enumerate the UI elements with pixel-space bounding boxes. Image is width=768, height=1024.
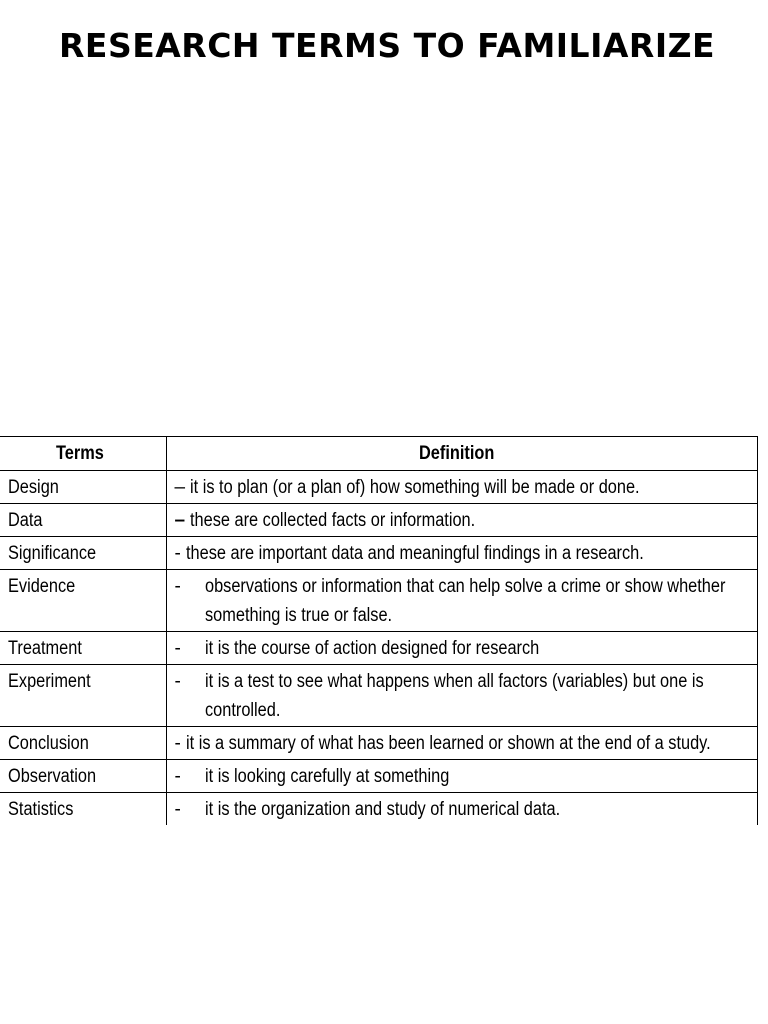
definition-prefix: - — [174, 766, 181, 787]
definition-conclusion: it is a summary of what has been learned or shown at the end of a study. — [185, 733, 711, 754]
definition-cell — [166, 471, 757, 504]
definition-cell — [166, 793, 757, 826]
table-row — [0, 471, 757, 504]
term-cell — [0, 665, 166, 727]
term-evidence: Evidence — [8, 576, 76, 597]
definition-prefix: – — [174, 477, 186, 498]
definition-cell — [166, 570, 757, 632]
table-header-row — [0, 437, 757, 471]
definition-observation: it is looking carefully at something — [204, 766, 449, 787]
term-observation: Observation — [8, 766, 97, 787]
definition-prefix: - — [174, 671, 181, 692]
term-conclusion: Conclusion — [8, 733, 89, 754]
slide-title: RESEARCH TERMS TO FAMILIARIZE — [59, 26, 716, 65]
definition-prefix: – — [174, 510, 186, 531]
definition-cell — [166, 504, 757, 537]
definition-experiment: it is a test to see what happens when all factors (variables) but one is controlled. — [204, 671, 704, 721]
term-significance: Significance — [8, 543, 97, 564]
definition-treatment: it is the course of action designed for research — [204, 638, 539, 659]
term-cell — [0, 471, 166, 504]
definition-prefix: - — [174, 733, 181, 754]
term-cell — [0, 727, 166, 760]
definition-prefix: - — [174, 543, 181, 564]
term-cell — [0, 504, 166, 537]
term-statistics: Statistics — [8, 799, 74, 820]
term-cell — [0, 793, 166, 826]
header-definition: Definition — [166, 437, 757, 471]
definition-cell — [166, 537, 757, 570]
table-row — [0, 793, 757, 826]
definition-significance: these are important data and meaningful findings in a research. — [185, 543, 644, 564]
term-cell — [0, 570, 166, 632]
table-row — [0, 632, 757, 665]
term-cell — [0, 760, 166, 793]
header-terms: Terms — [0, 437, 166, 471]
definition-cell — [166, 632, 757, 665]
term-experiment: Experiment — [8, 671, 91, 692]
terms-table — [0, 436, 758, 825]
table-row — [0, 727, 757, 760]
table-row — [0, 504, 757, 537]
definition-prefix: - — [174, 799, 181, 820]
definition-data: these are collected facts or information. — [190, 510, 476, 531]
definition-cell — [166, 727, 757, 760]
term-treatment: Treatment — [8, 638, 82, 659]
definition-prefix: - — [174, 576, 181, 597]
definition-prefix: - — [174, 638, 181, 659]
definition-evidence: observations or information that can help solve a crime or show whether something is true or false. — [204, 576, 725, 626]
table-row — [0, 537, 757, 570]
term-cell — [0, 632, 166, 665]
table-row — [0, 760, 757, 793]
definition-statistics: it is the organization and study of numerical data. — [204, 799, 560, 820]
table-row — [0, 570, 757, 632]
term-design: Design — [8, 477, 59, 498]
definition-design: it is to plan (or a plan of) how something will be made or done. — [190, 477, 640, 498]
term-data: Data — [8, 510, 43, 531]
table-row — [0, 665, 757, 727]
term-cell — [0, 537, 166, 570]
definition-cell — [166, 760, 757, 793]
definition-cell — [166, 665, 757, 727]
